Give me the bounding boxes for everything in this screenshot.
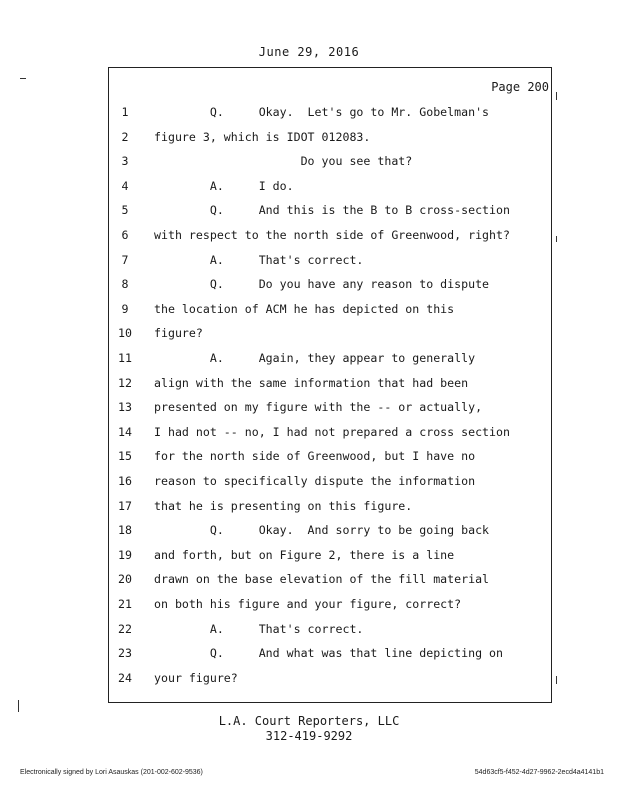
line-text: Do you see that? bbox=[154, 154, 413, 169]
line-text: your figure? bbox=[154, 670, 238, 685]
line-number: 14 bbox=[118, 424, 132, 439]
transcript-line bbox=[109, 400, 551, 424]
page-header-date: June 29, 2016 bbox=[258, 45, 360, 59]
line-text: on both his figure and your figure, correct? bbox=[154, 597, 462, 611]
scan-speck bbox=[556, 92, 557, 100]
line-number: 2 bbox=[121, 129, 129, 144]
line-number: 20 bbox=[118, 572, 132, 587]
footer-phone: 312-419-9292 bbox=[265, 729, 353, 743]
transcript-line bbox=[109, 179, 551, 203]
line-number: 12 bbox=[118, 375, 132, 390]
transcript-line bbox=[109, 449, 551, 473]
line-text: A. That's correct. bbox=[154, 252, 364, 267]
scan-speck bbox=[20, 78, 26, 79]
line-text: the location of ACM he has depicted on this bbox=[154, 301, 455, 316]
transcript-line bbox=[109, 572, 551, 596]
line-text: A. Again, they appear to generally bbox=[154, 351, 476, 365]
line-text: drawn on the base elevation of the fill material bbox=[154, 572, 490, 587]
line-text: Q. Do you have any reason to dispute bbox=[154, 277, 490, 292]
scan-speck bbox=[556, 676, 557, 684]
line-number: 21 bbox=[118, 597, 132, 611]
transcript-line bbox=[109, 154, 551, 178]
page-number: Page 200 bbox=[491, 80, 549, 94]
line-text: figure 3, which is IDOT 012083. bbox=[154, 129, 371, 144]
line-number: 5 bbox=[121, 203, 129, 218]
line-text: Q. And this is the B to B cross-section bbox=[154, 203, 510, 218]
line-number: 11 bbox=[118, 351, 132, 365]
line-text: align with the same information that had been bbox=[154, 375, 469, 390]
transcript-line bbox=[109, 326, 551, 350]
line-text: and forth, but on Figure 2, there is a line bbox=[154, 547, 455, 562]
electronic-signature-note: Electronically signed by Lori Asauskas (201-002-602-9536) bbox=[20, 769, 203, 776]
line-number: 15 bbox=[118, 449, 132, 464]
document-id: 54d63cf5-f452-4d27-9962-2ecd4a4141b1 bbox=[474, 769, 604, 776]
line-number: 3 bbox=[121, 154, 129, 169]
scan-speck bbox=[556, 236, 557, 242]
transcript-line bbox=[109, 499, 551, 523]
line-number: 4 bbox=[121, 178, 129, 193]
line-number: 17 bbox=[118, 498, 132, 513]
transcript-line bbox=[109, 548, 551, 572]
footer-company: L.A. Court Reporters, LLC bbox=[218, 714, 400, 728]
transcript-line bbox=[109, 105, 551, 129]
line-text: that he is presenting on this figure. bbox=[154, 498, 413, 513]
transcript-line bbox=[109, 671, 551, 695]
transcript-line bbox=[109, 228, 551, 252]
transcript-line bbox=[109, 646, 551, 670]
transcript-line bbox=[109, 253, 551, 277]
line-text: I had not -- no, I had not prepared a cross section bbox=[154, 424, 510, 439]
transcript-line bbox=[109, 351, 551, 375]
line-number: 8 bbox=[121, 277, 129, 292]
line-text: A. That's correct. bbox=[154, 621, 364, 636]
line-number: 16 bbox=[118, 474, 132, 488]
line-number: 9 bbox=[121, 301, 129, 316]
line-text: figure? bbox=[154, 326, 203, 341]
scan-speck bbox=[18, 700, 19, 712]
line-text: A. I do. bbox=[154, 178, 294, 193]
line-text: presented on my figure with the -- or actually, bbox=[154, 400, 483, 415]
transcript-line bbox=[109, 622, 551, 646]
transcript-line bbox=[109, 474, 551, 498]
line-text: with respect to the north side of Greenwood, right? bbox=[154, 228, 510, 242]
line-text: Q. And what was that line depicting on bbox=[154, 646, 504, 661]
line-number: 10 bbox=[118, 326, 132, 341]
line-number: 7 bbox=[121, 252, 129, 267]
line-number: 22 bbox=[118, 621, 132, 636]
line-number: 1 bbox=[121, 105, 129, 119]
line-number: 19 bbox=[118, 547, 132, 562]
line-text: reason to specifically dispute the information bbox=[154, 474, 476, 488]
transcript-line bbox=[109, 130, 551, 154]
transcript-frame bbox=[108, 67, 552, 703]
line-number: 13 bbox=[118, 400, 132, 415]
line-text: Q. Okay. Let's go to Mr. Gobelman's bbox=[154, 105, 490, 119]
transcript-line bbox=[109, 277, 551, 301]
line-text: for the north side of Greenwood, but I have no bbox=[154, 449, 476, 464]
line-number: 6 bbox=[121, 228, 129, 242]
line-text: Q. Okay. And sorry to be going back bbox=[154, 523, 490, 538]
transcript-line bbox=[109, 597, 551, 621]
transcript-line bbox=[109, 203, 551, 227]
transcript-line bbox=[109, 523, 551, 547]
line-number: 18 bbox=[118, 523, 132, 538]
transcript-line bbox=[109, 425, 551, 449]
transcript-line bbox=[109, 302, 551, 326]
line-number: 24 bbox=[118, 670, 132, 685]
line-number: 23 bbox=[118, 646, 132, 661]
transcript-line bbox=[109, 376, 551, 400]
